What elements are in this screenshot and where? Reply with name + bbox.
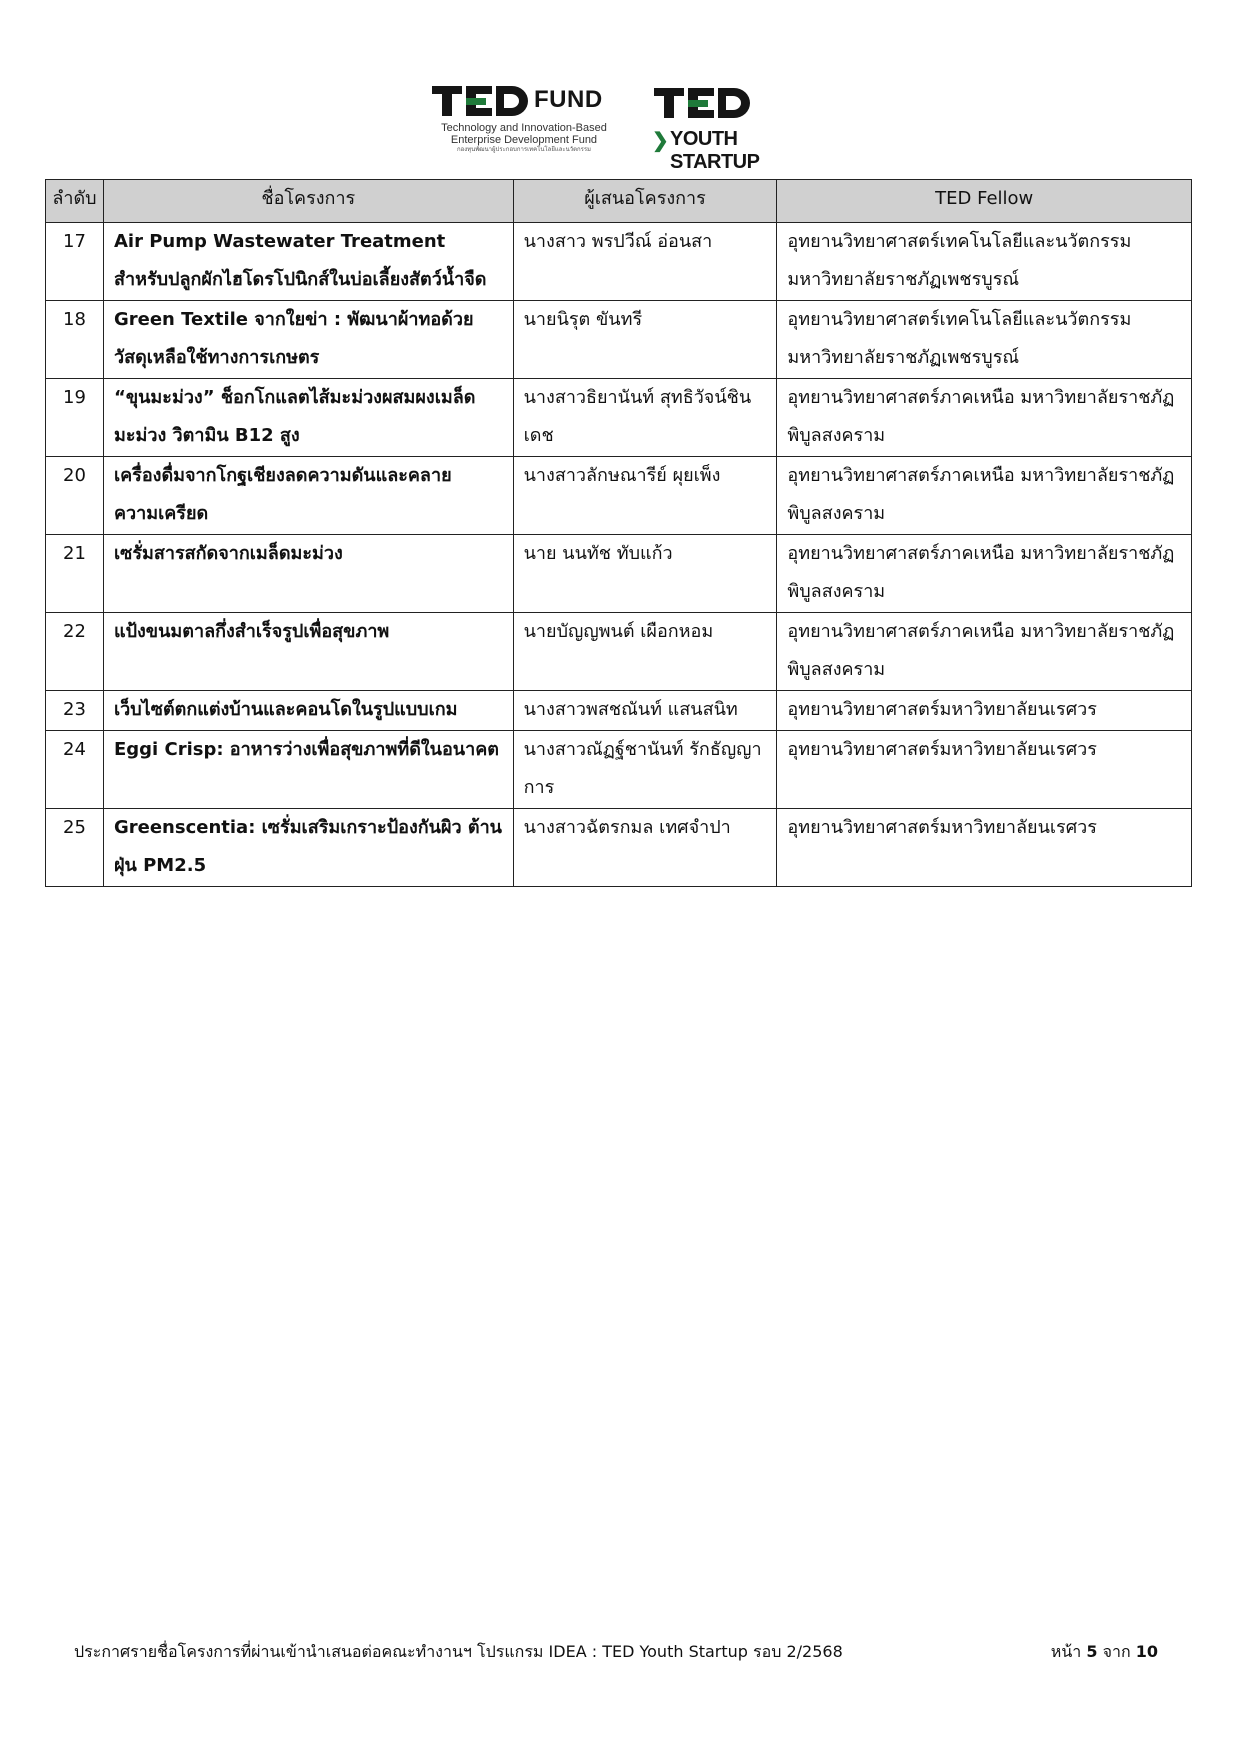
cell-proposer: นางสาวณัฏฐ์ชานันท์ รักธัญญาการ (513, 731, 777, 809)
page-number: หน้า 5 จาก 10 (1050, 1642, 1158, 1661)
cell-ted-fellow: อุทยานวิทยาศาสตร์มหาวิทยาลัยนเรศวร (777, 731, 1192, 809)
cell-project-name: แป้งขนมตาลกึ่งสำเร็จรูปเพื่อสุขภาพ (103, 613, 513, 691)
chevron-right-icon: ❯ (652, 130, 669, 152)
cell-order: 19 (46, 379, 104, 457)
table-row (46, 613, 1192, 691)
table-row (46, 809, 1192, 887)
ted-youth-startup-logo (652, 84, 802, 173)
cell-order: 24 (46, 731, 104, 809)
cell-ted-fellow: อุทยานวิทยาศาสตร์เทคโนโลยีและนวัตกรรม มหาวิทยาลัยราชภัฏเพชรบูรณ์ (777, 223, 1192, 301)
cell-order: 20 (46, 457, 104, 535)
cell-project-name: Green Textile จากใยข่า : พัฒนาผ้าทอด้วยวัสดุเหลือใช้ทางการเกษตร (103, 301, 513, 379)
cell-proposer: นางสาวพสชณันท์ แสนสนิท (513, 691, 777, 731)
cell-project-name: Greenscentia: เซรั่มเสริมเกราะป้องกันผิว ต้านฝุ่น PM2.5 (103, 809, 513, 887)
cell-project-name: Eggi Crisp: อาหารว่างเพื่อสุขภาพที่ดีในอนาคต (103, 731, 513, 809)
cell-project-name: เครื่องดื่มจากโกฐเชียงลดความดันและคลายความเครียด (103, 457, 513, 535)
cell-proposer: นางสาวธิยานันท์ สุทธิวัจน์ชินเดช (513, 379, 777, 457)
ted-logo-mark-icon (430, 80, 530, 120)
cell-order: 18 (46, 301, 104, 379)
cell-order: 17 (46, 223, 104, 301)
fund-tagline: Technology and Innovation-Based Enterprise Development Fund กองทุนพัฒนาผู้ประกอบการเทคโนโลยีและนวัตกรรม (441, 122, 607, 153)
header-logos (430, 80, 810, 173)
cell-ted-fellow: อุทยานวิทยาศาสตร์ภาคเหนือ มหาวิทยาลัยราชภัฏพิบูลสงคราม (777, 457, 1192, 535)
cell-ted-fellow: อุทยานวิทยาศาสตร์ภาคเหนือ มหาวิทยาลัยราชภัฏพิบูลสงคราม (777, 613, 1192, 691)
cell-proposer: นางสาวลักษณารีย์ ผุยเพ็ง (513, 457, 777, 535)
cell-order: 23 (46, 691, 104, 731)
cell-project-name: “ขุนมะม่วง” ช็อกโกแลตไส้มะม่วงผสมผงเมล็ดมะม่วง วิตามิน B12 สูง (103, 379, 513, 457)
table-row (46, 223, 1192, 301)
cell-ted-fellow: อุทยานวิทยาศาสตร์ภาคเหนือ มหาวิทยาลัยราชภัฏพิบูลสงคราม (777, 535, 1192, 613)
cell-ted-fellow: อุทยานวิทยาศาสตร์เทคโนโลยีและนวัตกรรม มหาวิทยาลัยราชภัฏเพชรบูรณ์ (777, 301, 1192, 379)
cell-order: 21 (46, 535, 104, 613)
total-pages: 10 (1135, 1642, 1158, 1661)
cell-order: 25 (46, 809, 104, 887)
column-header-ted-fellow: TED Fellow (777, 180, 1192, 223)
cell-proposer: นาย นนทัช ทับแก้ว (513, 535, 777, 613)
current-page: 5 (1086, 1642, 1098, 1661)
column-header-proposer: ผู้เสนอโครงการ (513, 180, 777, 223)
youth-startup-wordmark: YOUTH STARTUP (670, 128, 760, 173)
table-header-row (46, 180, 1192, 223)
cell-ted-fellow: อุทยานวิทยาศาสตร์มหาวิทยาลัยนเรศวร (777, 691, 1192, 731)
table-body (46, 223, 1192, 887)
fund-wordmark: FUND (534, 86, 603, 113)
ted-fund-logo (430, 80, 620, 162)
cell-proposer: นายนิรุต ขันทรี (513, 301, 777, 379)
cell-project-name: Air Pump Wastewater Treatment สำหรับปลูกผักไฮโดรโปนิกส์ในบ่อเลี้ยงสัตว์น้ำจืด (103, 223, 513, 301)
cell-proposer: นายบัญญพนต์ เผือกหอม (513, 613, 777, 691)
table-row (46, 691, 1192, 731)
table-row (46, 535, 1192, 613)
table-row (46, 379, 1192, 457)
cell-project-name: เว็บไซต์ตกแต่งบ้านและคอนโดในรูปแบบเกม (103, 691, 513, 731)
cell-proposer: นางสาว พรปวีณ์ อ่อนสา (513, 223, 777, 301)
table-row (46, 301, 1192, 379)
column-header-order: ลำดับ (46, 180, 104, 223)
column-header-project-name: ชื่อโครงการ (103, 180, 513, 223)
cell-order: 22 (46, 613, 104, 691)
table-row (46, 731, 1192, 809)
table-row (46, 457, 1192, 535)
project-table (45, 179, 1192, 887)
footer-title: ประกาศรายชื่อโครงการที่ผ่านเข้านำเสนอต่อคณะทำงานฯ โปรแกรม IDEA : TED Youth Startup รอบ 2/2568 (74, 1642, 843, 1661)
cell-proposer: นางสาวฉัตรกมล เทศจำปา (513, 809, 777, 887)
cell-ted-fellow: อุทยานวิทยาศาสตร์ภาคเหนือ มหาวิทยาลัยราชภัฏพิบูลสงคราม (777, 379, 1192, 457)
cell-ted-fellow: อุทยานวิทยาศาสตร์มหาวิทยาลัยนเรศวร (777, 809, 1192, 887)
ted-youth-logo-mark-icon (652, 84, 752, 124)
cell-project-name: เซรั่มสารสกัดจากเมล็ดมะม่วง (103, 535, 513, 613)
